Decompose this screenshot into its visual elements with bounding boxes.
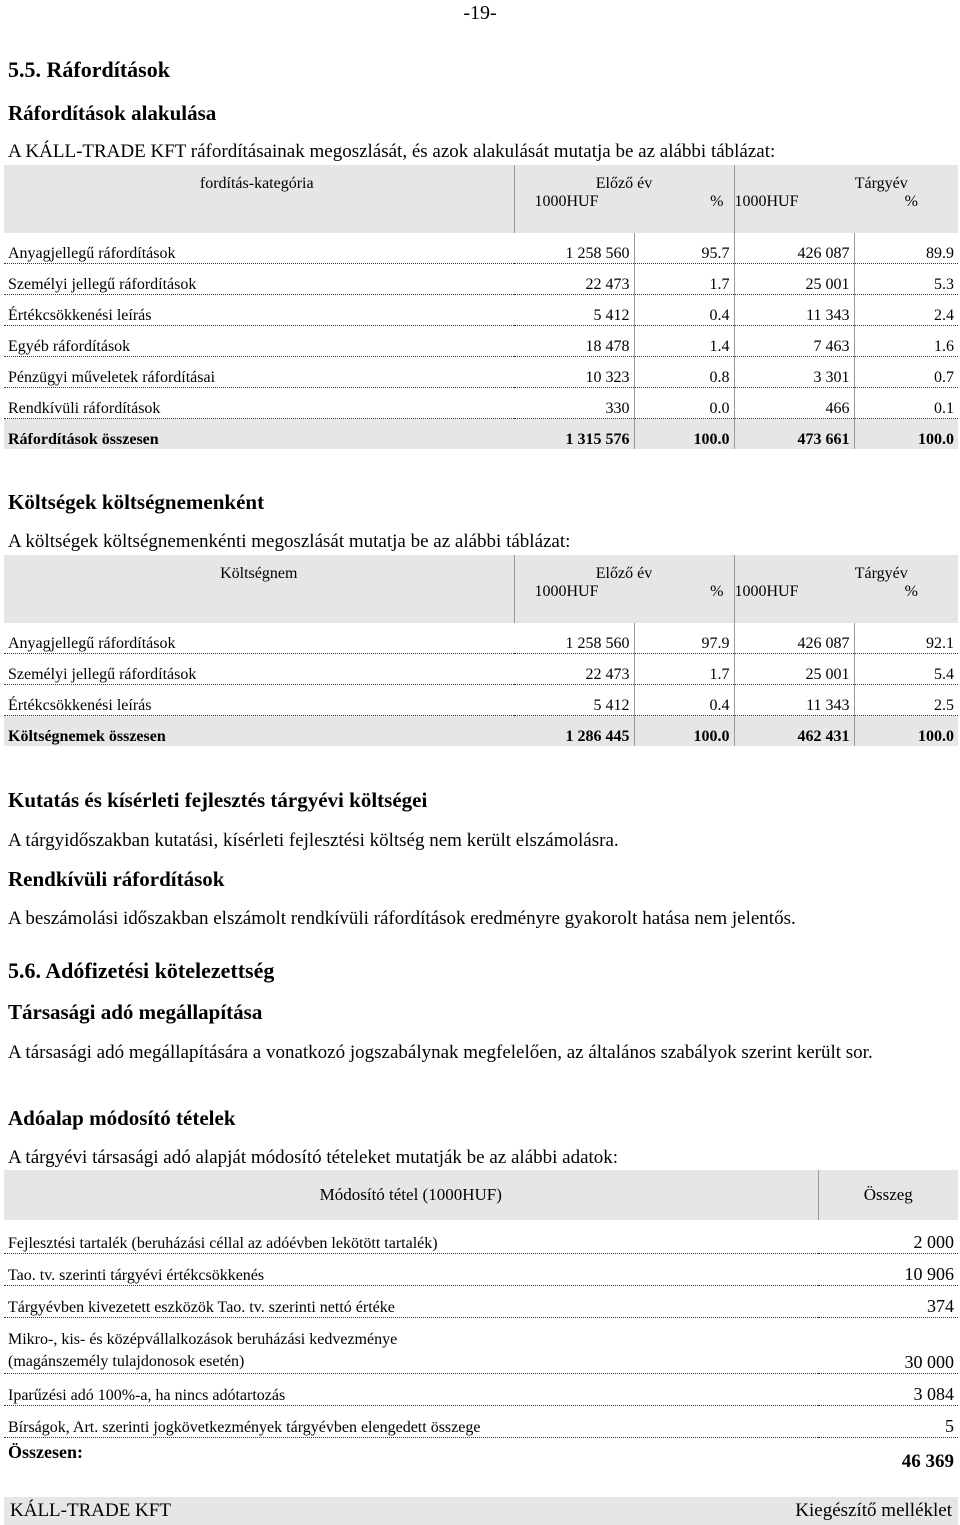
curr-value: 466 [734,388,854,419]
table-total-row [4,1437,958,1473]
curr-value: 11 343 [734,295,854,326]
curr-pct: 2.5 [854,685,958,716]
total-curr-pct: 100.0 [918,728,954,745]
prev-value: 5 412 [514,295,634,326]
total-prev: 1 286 445 [514,716,634,747]
header-prev-label: Előző év [595,175,653,192]
page-footer [4,1497,958,1525]
table-row [4,1253,958,1285]
prev-value: 1 258 560 [514,623,634,654]
prev-pct: 0.4 [634,685,734,716]
header-prev-pct: % [710,193,724,210]
row-label: Iparűzési adó 100%-a, ha nincs adótartozás [4,1373,818,1405]
tax-subtitle: Társasági adó megállapítása [8,1000,263,1024]
header-curr-year [734,165,958,233]
curr-pct: 2.4 [854,295,958,326]
prev-value: 10 323 [514,357,634,388]
table-row [4,326,958,357]
curr-pct: 5.4 [854,654,958,685]
curr-value: 426 087 [734,623,854,654]
table-row [4,357,958,388]
prev-pct: 0.8 [634,357,734,388]
header-sum: Összeg [863,1185,913,1204]
total-value: 46 369 [901,1451,954,1472]
row-value: 374 [818,1285,958,1317]
row-label: Rendkívüli ráfordítások [4,388,514,419]
prev-pct: 95.7 [634,233,734,264]
curr-pct: 0.7 [854,357,958,388]
row-value: 10 906 [818,1253,958,1285]
prev-value: 330 [514,388,634,419]
header-category: Költségnem [4,555,514,623]
row-label: Mikro-, kis- és középvállalkozások beruházási kedvezménye (magánszemély tulajdonosok esetén) [4,1317,818,1373]
cost-types-table [4,555,958,746]
costs-title: Költségek költségnemenként [8,490,265,514]
curr-value: 11 343 [734,685,854,716]
row-label: Személyi jellegű ráfordítások [4,264,514,295]
curr-pct: 89.9 [854,233,958,264]
prev-value: 18 478 [514,326,634,357]
tax-base-subtitle: Adóalap módosító tételek [8,1106,236,1130]
total-label: Költségnemek összesen [8,728,166,745]
table-row [4,233,958,264]
prev-value: 22 473 [514,654,634,685]
curr-value: 25 001 [734,264,854,295]
table-row [4,295,958,326]
prev-pct: 1.4 [634,326,734,357]
total-prev-pct: 100.0 [634,419,734,450]
row-label: Egyéb ráfordítások [4,326,514,357]
header-prev-label: Előző év [595,565,653,582]
row-label: Értékcsökkenési leírás [4,295,514,326]
expenses-table [4,165,958,449]
curr-pct: 1.6 [854,326,958,357]
section-title: 5.5. Ráfordítások [8,57,170,82]
header-curr-label: Tárgyév [854,565,908,582]
row-label: Anyagjellegű ráfordítások [4,233,514,264]
prev-pct: 1.7 [634,264,734,295]
table-row [4,1317,958,1373]
table-row [4,654,958,685]
total-curr: 462 431 [734,716,854,747]
header-curr-pct: % [904,193,918,210]
table-row [4,388,958,419]
prev-value: 22 473 [514,264,634,295]
header-prev-year [514,555,734,623]
table-row [4,1373,958,1405]
row-label: Személyi jellegű ráfordítások [4,654,514,685]
row-label: Bírságok, Art. szerinti jogkövetkezmények tárgyévben elengedett összege [4,1405,818,1437]
row-value: 3 084 [818,1373,958,1405]
row-label: Tao. tv. szerinti tárgyévi értékcsökkenés [4,1253,818,1285]
header-category: fordítás-kategória [4,165,514,233]
row-label: Pénzügyi műveletek ráfordításai [4,357,514,388]
curr-pct: 0.1 [854,388,958,419]
table-total-row [4,716,958,747]
curr-value: 3 301 [734,357,854,388]
footer-company: KÁLL-TRADE KFT [10,1500,171,1521]
extraordinary-title: Rendkívüli ráfordítások [8,867,225,891]
header-item: Módosító tétel (1000HUF) [4,1170,818,1220]
row-label: Tárgyévben kivezetett eszközök Tao. tv. szerinti nettó értéke [4,1285,818,1317]
total-curr-pct: 100.0 [918,431,954,448]
header-prev-unit: 1000HUF [534,583,599,600]
header-curr-year [734,555,958,623]
prev-pct: 97.9 [634,623,734,654]
header-curr-pct: % [904,583,918,600]
table-row [4,1405,958,1437]
header-curr-unit: 1000HUF [734,583,799,600]
table-row [4,264,958,295]
curr-pct: 92.1 [854,623,958,654]
header-prev-unit: 1000HUF [534,193,599,210]
page-number: -19- [463,2,497,24]
row-value: 30 000 [818,1317,958,1373]
row-label: Fejlesztési tartalék (beruházási céllal az adóévben lekötött tartalék) [4,1220,818,1253]
prev-pct: 0.0 [634,388,734,419]
row-value: 5 [818,1405,958,1437]
research-title: Kutatás és kísérleti fejlesztés tárgyévi költségei [8,788,428,812]
research-text: A tárgyidőszakban kutatási, kísérleti fejlesztési költség nem került elszámolásra. [8,830,619,851]
curr-value: 7 463 [734,326,854,357]
intro-text: A KÁLL-TRADE KFT ráfordításainak megoszlását, és azok alakulását mutatja be az alábbi táblázat: [8,141,776,162]
tax-base-text: A tárgyévi társasági adó alapját módosító tételeket mutatják be az alábbi adatok: [8,1147,619,1168]
extraordinary-text: A beszámolási időszakban elszámolt rendkívüli ráfordítások eredményre gyakorolt hatása nem jelentős. [8,908,796,929]
total-prev-pct: 100.0 [634,716,734,747]
total-prev: 1 315 576 [514,419,634,450]
prev-pct: 0.4 [634,295,734,326]
header-prev-pct: % [710,583,724,600]
total-label: Összesen: [8,1441,83,1462]
table-total-row [4,419,958,450]
prev-pct: 1.7 [634,654,734,685]
row-value: 2 000 [818,1220,958,1253]
prev-value: 1 258 560 [514,233,634,264]
table-row [4,685,958,716]
costs-intro: A költségek költségnemenkénti megoszlását mutatja be az alábbi táblázat: [8,531,571,552]
tax-adjustments-table [4,1170,958,1473]
subsection-title: Ráfordítások alakulása [8,101,217,125]
header-curr-unit: 1000HUF [734,193,799,210]
footer-doc-title: Kiegészítő melléklet [795,1500,952,1521]
row-label: Anyagjellegű ráfordítások [4,623,514,654]
header-prev-year [514,165,734,233]
table-row [4,623,958,654]
curr-value: 25 001 [734,654,854,685]
prev-value: 5 412 [514,685,634,716]
table-row [4,1220,958,1253]
curr-pct: 5.3 [854,264,958,295]
total-label: Ráfordítások összesen [8,431,159,448]
table-row [4,1285,958,1317]
section-title: 5.6. Adófizetési kötelezettség [8,958,275,983]
curr-value: 426 087 [734,233,854,264]
row-label: Értékcsökkenési leírás [4,685,514,716]
total-curr: 473 661 [734,419,854,450]
tax-text: A társasági adó megállapítására a vonatkozó jogszabálynak megfelelően, az általános szabályok szerint került sor. [8,1042,873,1063]
header-curr-label: Tárgyév [854,175,908,192]
